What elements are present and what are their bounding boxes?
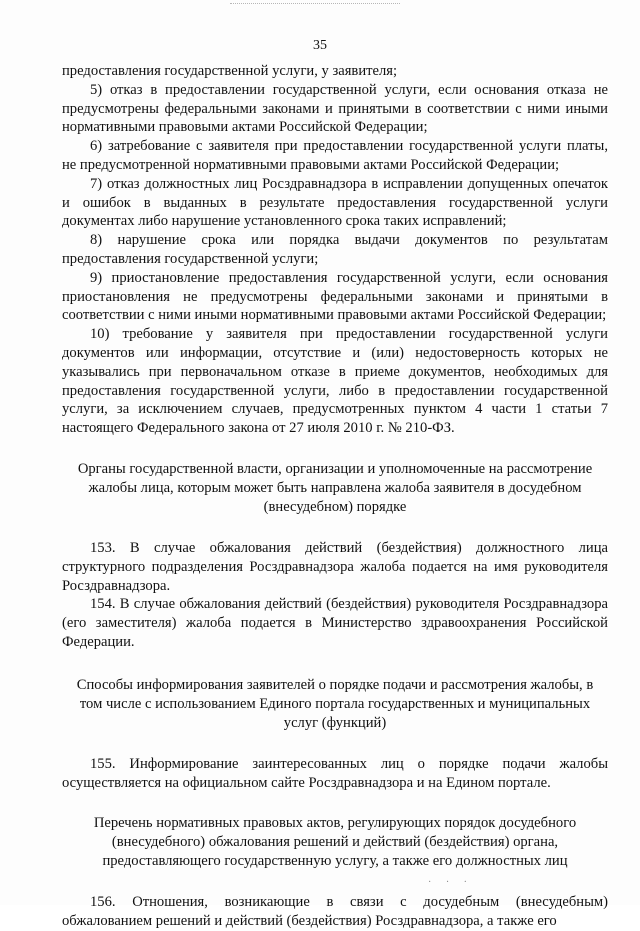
list-item-10: 10) требование у заявителя при предоставлении государственной услуги документов или информации, отсутствие и (или) недостоверность которых не указывались при первоначальном отказе в приеме документов, необходимых для предоставления государственной услуги, либо в предоставлении государственной услуги, за исключением случаев, предусмотренных пунктом 4 части 1 статьи 7 настоящего Федерального закона от 27 июля 2010 г. № 210-ФЗ.	[62, 326, 608, 437]
section-heading-regulatory-acts: Перечень нормативных правовых актов, регулирующих порядок досудебного (внесудебного) обжалования решений и действий (бездействия) органа, предоставляющего государственную услугу, а также его должностных лиц	[93, 815, 577, 870]
list-item-7: 7) отказ должностных лиц Росздравнадзора в исправлении допущенных опечаток и ошибок в выданных в результате предоставления государственной услуги документах либо нарушение установленного срока таких исправлений;	[62, 175, 608, 230]
list-item-5: 5) отказ в предоставлении государственной услуги, если основания отказа не предусмотрены федеральными законами и принятыми в соответствии с ними иными нормативными правовыми актами Российской Федерации;	[62, 81, 608, 136]
list-item-9: 9) приостановление предоставления государственной услуги, если основания приостановления не предусмотрены федеральными законами и принятыми в соответствии с ними иными нормативными правовыми актами Российской Федерации;	[62, 269, 608, 324]
clause-155: 155. Информирование заинтересованных лиц о порядке подачи жалобы осуществляется на официальном сайте Росздравнадзора и на Едином портале.	[62, 755, 608, 791]
section-heading-informing-methods: Способы информирования заявителей о порядке подачи и рассмотрения жалобы, в том числе с использованием Единого портала государственных и муниципальных услуг (функций)	[76, 676, 594, 731]
scan-noise-dots: · · ·	[428, 877, 473, 888]
section-heading-complaint-recipients: Органы государственной власти, организации и уполномоченные на рассмотрение жалобы лица, которым может быть направлена жалоба заявителя в досудебном (внесудебном) порядке	[77, 460, 593, 515]
document-body	[62, 62, 608, 931]
clause-156: 156. Отношения, возникающие в связи с досудебным (внесудебным) обжалованием решений и действий (бездействия) Росздравнадзора, а также его	[62, 894, 608, 930]
clause-153: 153. В случае обжалования действий (бездействия) должностного лица структурного подразделения Росздравнадзора жалоба подается на имя руководителя Росздравнадзора.	[62, 539, 608, 594]
list-item-6: 6) затребование с заявителя при предоставлении государственной услуги платы, не предусмотренной нормативными правовыми актами Российской Федерации;	[62, 138, 608, 173]
paragraph-continuation: предоставления государственной услуги, у заявителя;	[62, 63, 398, 79]
page-number: 35	[313, 38, 327, 53]
clause-154: 154. В случае обжалования действий (бездействия) руководителя Росздравнадзора (его заместителя) жалоба подается в Министерство здравоохранения Российской Федерации.	[62, 596, 608, 650]
list-item-8: 8) нарушение срока или порядка выдачи документов по результатам предоставления государственной услуги;	[62, 232, 608, 267]
scan-edge-artifact	[230, 0, 400, 4]
